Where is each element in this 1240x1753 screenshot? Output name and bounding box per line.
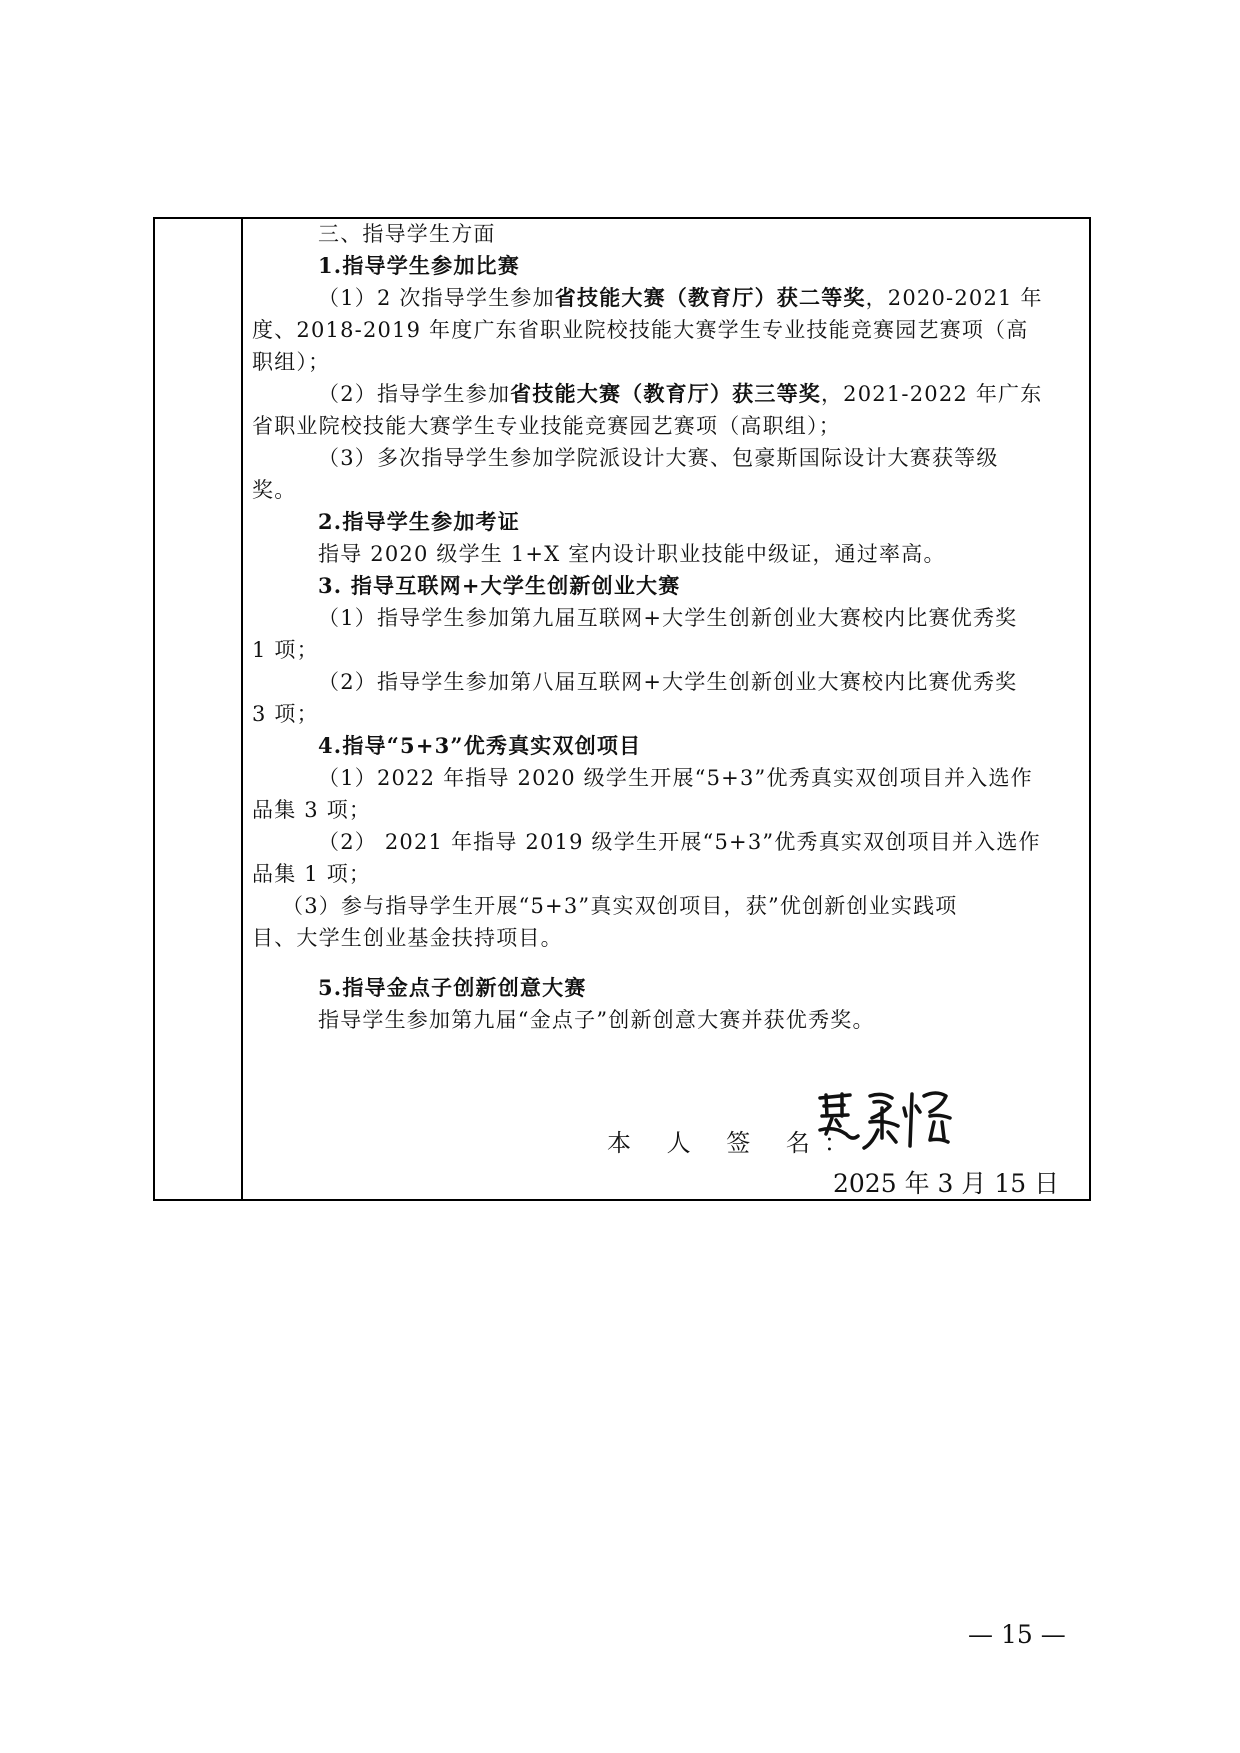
item-title-4: 4.指导“5+3”优秀真实双创项目 — [318, 733, 642, 758]
handwritten-signature — [812, 1086, 962, 1156]
page-number: — 15 — — [968, 1620, 1066, 1649]
paragraph-1-3: （3）多次指导学生参加学院派设计大赛、包豪斯国际设计大赛获等级 — [318, 446, 999, 470]
paragraph-1-3-line2: 奖。 — [252, 478, 297, 502]
paragraph-4-1-line2: 品集 3 项； — [252, 798, 372, 822]
paragraph-1-1-line3: 职组）； — [252, 350, 331, 374]
paragraph-3-2-line2: 3 项； — [252, 702, 319, 726]
paragraph-4-2: （2） 2021 年指导 2019 级学生开展“5+3”优秀真实双创项目并入选作 — [318, 830, 1041, 854]
paragraph-5: 指导学生参加第九届“金点子”创新创意大赛并获优秀奖。 — [318, 1008, 875, 1032]
paragraph-3-1: （1）指导学生参加第九届互联网+大学生创新创业大赛校内比赛优秀奖 — [318, 606, 1018, 630]
paragraph-2: 指导 2020 级学生 1+X 室内设计职业技能中级证，通过率高。 — [318, 542, 946, 566]
paragraph-1-2: （2）指导学生参加省技能大赛（教育厅）获三等奖，2021-2022 年广东 — [318, 381, 1043, 406]
paragraph-4-3-line2: 目、大学生创业基金扶持项目。 — [252, 926, 563, 950]
paragraph-4-2-line2: 品集 1 项； — [252, 862, 372, 886]
paragraph-3-1-line2: 1 项； — [252, 638, 319, 662]
item-title-5: 5.指导金点子创新创意大赛 — [318, 975, 587, 1000]
item-title-3: 3. 指导互联网+大学生创新创业大赛 — [318, 573, 681, 598]
paragraph-1-2-line2: 省职业院校技能大赛学生专业技能竞赛园艺赛项（高职组）； — [252, 414, 841, 438]
signature-date: 2025 年 3 月 15 日 — [833, 1169, 1060, 1198]
section-heading: 三、指导学生方面 — [318, 222, 496, 246]
item-title-2: 2.指导学生参加考证 — [318, 509, 520, 534]
paragraph-3-2: （2）指导学生参加第八届互联网+大学生创新创业大赛校内比赛优秀奖 — [318, 670, 1018, 694]
paragraph-4-3: （3）参与指导学生开展“5+3”真实双创项目，获”优创新创业实践项 — [282, 894, 958, 918]
paragraph-1-1-line2: 度、2018-2019 年度广东省职业院校技能大赛学生专业技能竞赛园艺赛项（高 — [252, 318, 1029, 342]
table-column-divider — [241, 219, 243, 1199]
paragraph-1-1: （1）2 次指导学生参加省技能大赛（教育厅）获二等奖，2020-2021 年 — [318, 285, 1043, 310]
item-title-1: 1.指导学生参加比赛 — [318, 253, 520, 278]
signature-label: 本 人 签 名： — [607, 1129, 862, 1157]
paragraph-4-1: （1）2022 年指导 2020 级学生开展“5+3”优秀真实双创项目并入选作 — [318, 766, 1033, 790]
